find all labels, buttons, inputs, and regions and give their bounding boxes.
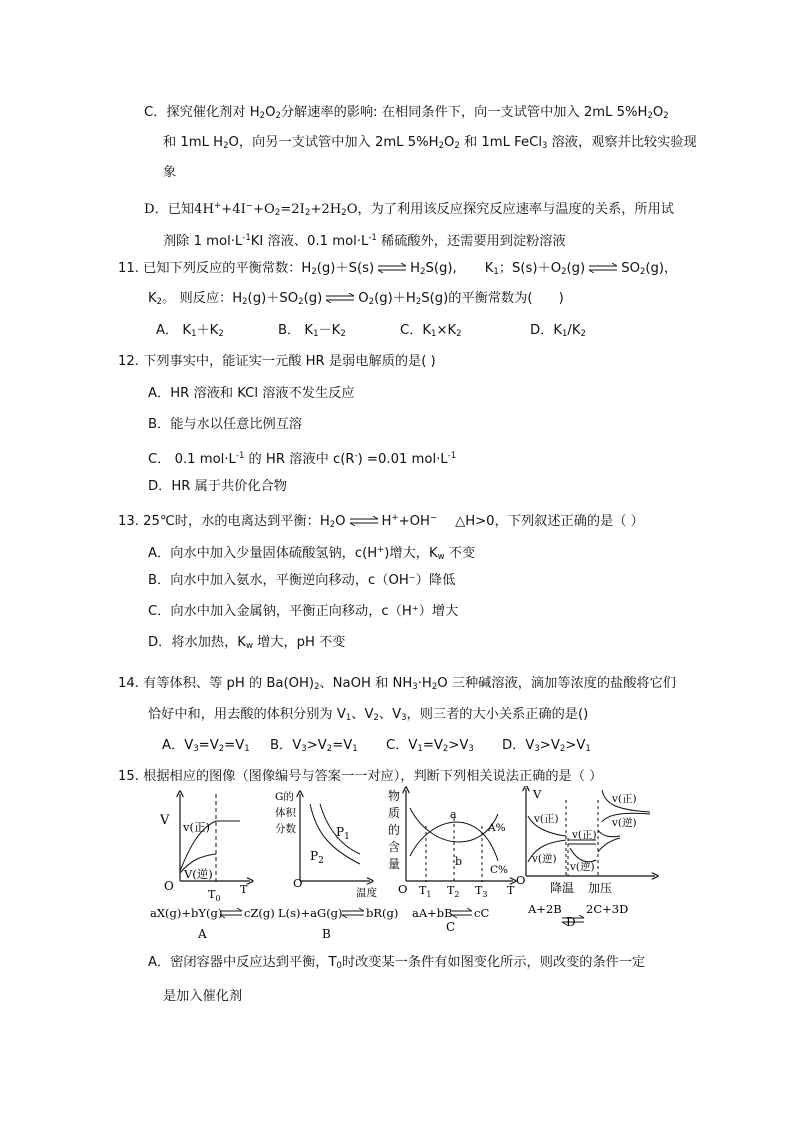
svg-text:v(逆): v(逆)	[570, 861, 595, 873]
q13-option-d: D．将水加热，$K_w$ 增大，pH 不变	[148, 635, 346, 651]
q12-option-b: B．能与水以任意比例互溶	[148, 417, 303, 432]
svg-text:质: 质	[388, 806, 401, 820]
q14-option-d: D．$V_3>V_2>V_1$	[502, 738, 591, 754]
graph-a-y-label: V	[160, 813, 170, 828]
q11-option-b: B． $K_1-K_2$	[278, 323, 346, 339]
q10-option-c-line2: 和 1mL $H_2O$，向另一支试管中加入 2mL $5\%H_2O_2$ 和 1mL FeCl$_3$ 溶液，观察并比较实验现	[163, 135, 697, 151]
graph-c	[388, 788, 515, 934]
q11-option-c: C．$K_1\times K_2$	[400, 323, 462, 339]
svg-text:A: A	[198, 927, 207, 941]
svg-text:O: O	[164, 879, 174, 893]
equilibrium-arrow-icon	[348, 516, 380, 526]
q15-option-a-line2: 是加入催化剂	[163, 989, 243, 1004]
q15-graphs-figure	[150, 786, 660, 946]
q11-stem-line1: 11. 已知下列反应的平衡常数：$H_2(g)+S(s)$ $H_2S(g)$, $K_1$；$S(s)+O_2(g)$ $SO_2(g)$，	[118, 261, 678, 277]
svg-text:b: b	[455, 855, 463, 868]
q12-option-c: C． 0.1 $mol\cdot L^{-1}$ 的 HR 溶液中 c(R-) =0.01 $mol\cdot L^{-1}$	[148, 451, 457, 467]
equilibrium-arrow-icon	[587, 263, 619, 273]
graph-d	[516, 787, 655, 929]
svg-text:物: 物	[388, 789, 401, 803]
svg-text:aX(g)+bY(g): aX(g)+bY(g)	[150, 906, 223, 920]
svg-text:T2: $T_2$	[447, 884, 460, 899]
svg-text:B: B	[322, 927, 331, 941]
svg-text:降温: 降温	[550, 881, 575, 895]
svg-text:2C+3D: 2C+3D	[586, 902, 629, 916]
svg-text:O: O	[516, 873, 526, 887]
q15-stem: 15. 根据相应的图像（图像编号与答案一一对应），判断下列相关说法正确的是（ ）	[118, 769, 603, 784]
q11-stem-line2: $K_2$。 则反应：$H_2(g)+SO_2(g)$ $O_2(g)+H_2S(g)$的平衡常数为( )	[148, 291, 564, 307]
svg-text:v(正): v(正)	[612, 793, 637, 805]
svg-text:O: O	[293, 876, 303, 890]
q10-option-c-line3: 象	[163, 165, 177, 180]
q14-stem-line1: 14. 有等体积、等 pH 的 $Ba(OH)_2$、NaOH 和 $NH_3\cdot H_2O$ 三种碱溶液，滴加等浓度的盐酸将它们	[118, 676, 676, 692]
svg-text:D: D	[566, 915, 576, 929]
svg-text:A+2B: A+2B	[528, 902, 562, 916]
svg-text:V(逆): V(逆)	[184, 867, 213, 881]
q10-option-c-line1: C．探究催化剂对 $H_2O_2$分解速率的影响: 在相同条件下，向一支试管中加入 2mL $5\%H_2O_2$	[144, 105, 669, 121]
q14-option-a: A．$V_3=V_2=V_1$	[162, 738, 250, 754]
q14-option-c: C．$V_1=V_2>V_3$	[386, 738, 474, 754]
q13-option-c: C．向水中加入金属钠，平衡正向移动，c（H⁺）增大	[148, 604, 459, 619]
q13-option-b: B．向水中加入氨水，平衡逆向移动，c（OH⁻）降低	[148, 573, 456, 588]
graph-a	[150, 794, 275, 941]
svg-text:量: 量	[388, 857, 401, 871]
q10-option-d-line2: 剂除 1 $mol\cdot L^{-1}KI$ 溶液、0.1 $mol\cdot L^{-1}$ 稀硫酸外，还需要用到淀粉溶液	[163, 233, 566, 249]
svg-text:T: T	[240, 883, 248, 896]
svg-text:T0: $T_0$	[208, 888, 221, 903]
svg-text:G的: G的	[275, 791, 294, 803]
svg-text:cZ(g): cZ(g)	[244, 906, 275, 920]
svg-text:含: 含	[388, 840, 401, 854]
svg-text:的: 的	[388, 823, 401, 837]
svg-text:P1: $P_1$	[336, 825, 350, 842]
svg-text:O: O	[398, 882, 408, 896]
svg-text:bR(g): bR(g)	[366, 906, 399, 920]
svg-text:T1: $T_1$	[419, 884, 432, 899]
q12-option-a: A．HR 溶液和 KCl 溶液不发生反应	[148, 386, 355, 401]
svg-text:体积: 体积	[275, 807, 296, 819]
q12-option-d: D．HR 属于共价化合物	[148, 479, 287, 494]
graph-b	[275, 791, 401, 941]
svg-text:A%: A%	[488, 822, 506, 834]
svg-text:aA+bB: aA+bB	[412, 906, 453, 920]
svg-text:v(正): v(正)	[572, 829, 597, 841]
q14-stem-line2: 恰好中和，用去酸的体积分别为 $V_1$、$V_2$、$V_3$，则三者的大小关系正确的是()	[148, 707, 589, 723]
svg-text:v(逆): v(逆)	[612, 817, 637, 829]
svg-text:V: V	[533, 787, 542, 801]
equilibrium-arrow-icon	[324, 293, 356, 303]
svg-text:a: a	[450, 808, 457, 821]
equilibrium-arrow-icon	[376, 263, 408, 273]
svg-text:C: C	[446, 920, 456, 934]
q15-option-a-line1: A．密闭容器中反应达到平衡，$T_0$时改变某一条件有如图变化所示，则改变的条件一定	[148, 955, 646, 971]
q11-option-d: D．$K_1/K_2$	[530, 323, 586, 339]
svg-text:T: T	[507, 884, 515, 897]
svg-text:温度: 温度	[356, 887, 377, 899]
svg-text:v(正): v(正)	[183, 820, 210, 834]
q13-stem: 13. 25℃时，水的电离达到平衡：$H_2O$ H++OH− △H>0，下列叙述正确的是（ ）	[118, 513, 644, 530]
svg-text:cC: cC	[474, 906, 490, 920]
q12-stem: 12. 下列事实中，能证实一元酸 HR 是弱电解质的是( )	[118, 354, 436, 369]
svg-text:L(s)+aG(g): L(s)+aG(g)	[278, 906, 343, 920]
q11-option-a: A． $K_1+K_2$	[156, 323, 224, 339]
q13-option-a: A．向水中加入少量固体硫酸氢钠，c(H+)增大，$K_w$ 不变	[148, 545, 476, 562]
q14-option-b: B．$V_3>V_2=V_1$	[270, 738, 358, 754]
svg-text:C%: C%	[490, 864, 509, 876]
svg-text:v(正): v(正)	[534, 813, 559, 825]
svg-text:T3: $T_3$	[475, 884, 488, 899]
q10-option-d-line1: D．已知$4H^++4I^-+O_2=2I_2+2H_2O$，为了利用该反应探究反应速率与温度的关系，所用试	[144, 201, 674, 218]
svg-text:分数: 分数	[275, 823, 296, 835]
svg-text:v(逆): v(逆)	[532, 853, 557, 865]
svg-text:P2: $P_2$	[310, 849, 324, 866]
svg-text:加压: 加压	[588, 881, 613, 895]
